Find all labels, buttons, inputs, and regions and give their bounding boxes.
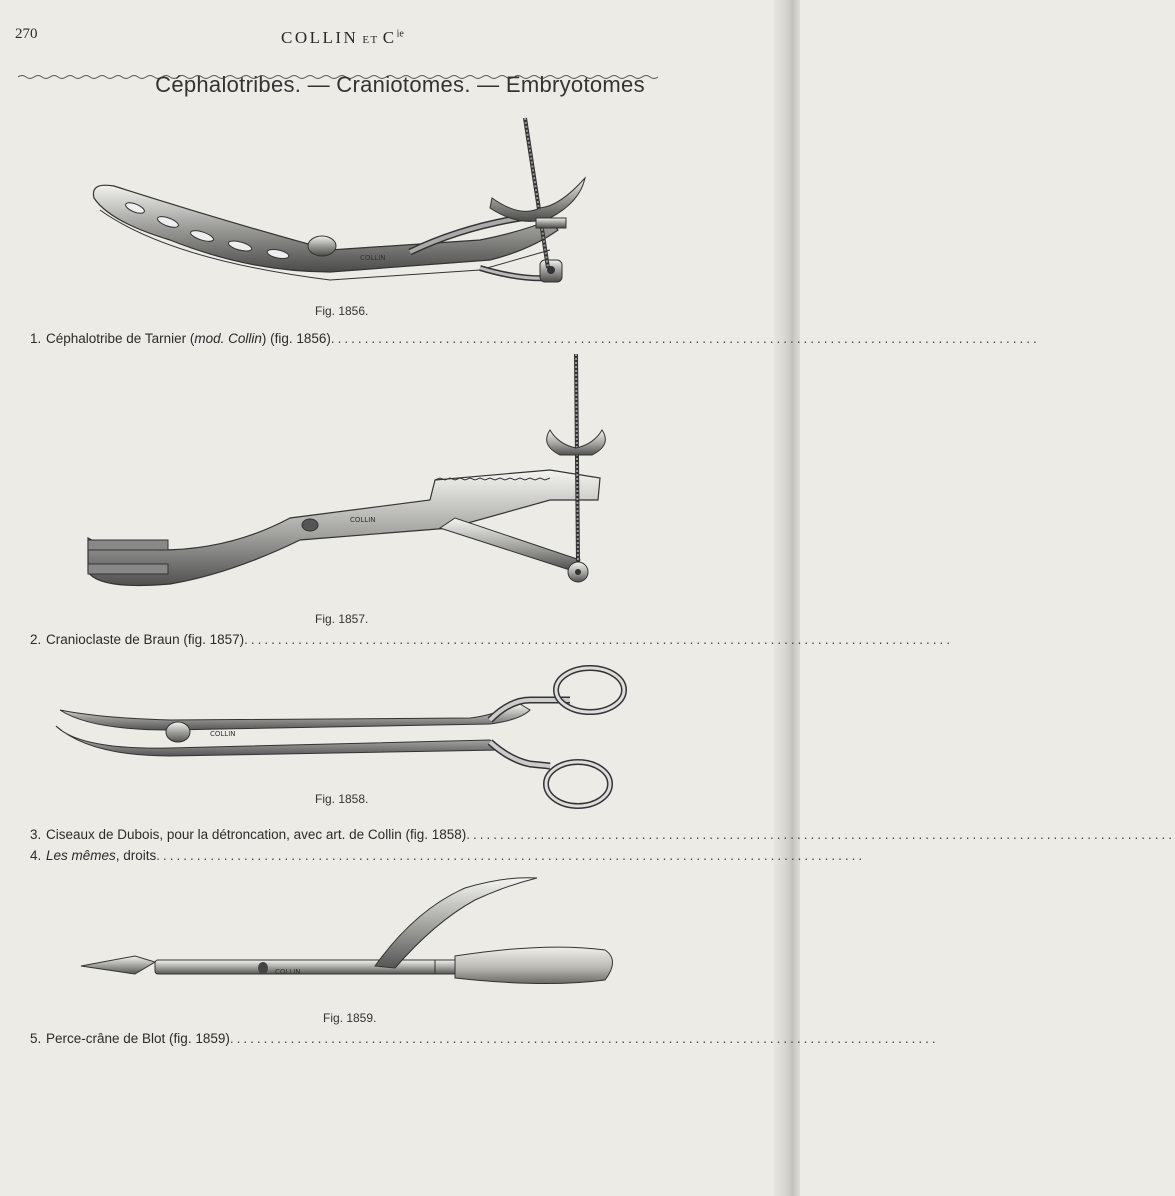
- figure-1859-caption: Fig. 1859.: [323, 1011, 377, 1025]
- figure-1859-brand-mark: COLLIN: [275, 968, 301, 976]
- catalog-item-3: 3. Ciseaux de Dubois, pour la détroncation, avec art. de Collin (fig. 1858).........................................................................................................: [30, 827, 1175, 842]
- figure-1858-brand-mark: COLLIN: [210, 730, 236, 738]
- publisher-name: COLLIN ET $C^{ie}$: [281, 28, 404, 47]
- catalog-item-4: 4. Les mêmes, droits.........................................................................................................: [30, 848, 866, 863]
- figure-1856-cephalotribe-illustration: [80, 110, 600, 300]
- page-number: 270: [15, 26, 38, 42]
- figure-1856-brand-mark: COLLIN: [360, 254, 386, 262]
- figure-1856-caption: Fig. 1856.: [315, 304, 369, 318]
- page-title: Céphalotribes. — Craniotomes. — Embryotomes: [155, 72, 645, 97]
- page-edge-shadow: [774, 0, 800, 1196]
- figure-1857-caption: Fig. 1857.: [315, 612, 369, 626]
- figure-1858-caption: Fig. 1858.: [315, 792, 369, 806]
- figure-1857-brand-mark: COLLIN: [350, 516, 376, 524]
- page-header: [0, 26, 760, 66]
- catalog-item-1: 1. Céphalotribe de Tarnier (mod. Collin) (fig. 1856).........................................................................................................: [30, 331, 1040, 346]
- figure-1859-perce-crane-illustration: [75, 870, 625, 1000]
- catalog-item-2: 2. Cranioclaste de Braun (fig. 1857).........................................................................................................: [30, 632, 953, 647]
- catalog-item-5: 5. Perce-crâne de Blot (fig. 1859).........................................................................................................: [30, 1031, 939, 1046]
- figure-1857-cranioclaste-illustration: [80, 350, 620, 610]
